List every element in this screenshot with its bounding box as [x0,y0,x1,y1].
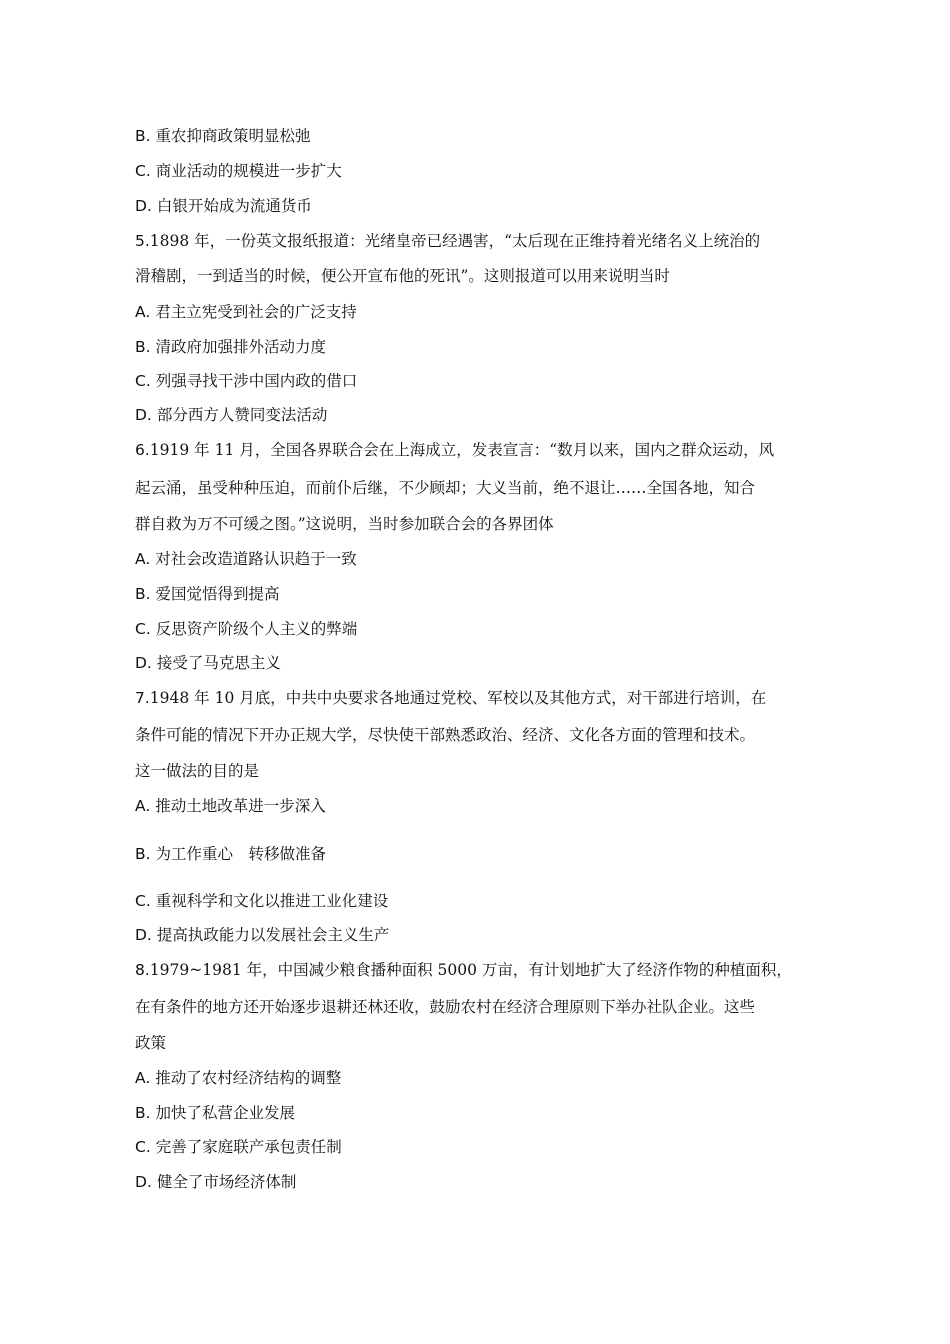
q6-option-c-text: 反思资产阶级个人主义的弊端 [155,620,358,638]
q4-option-c-text: 商业活动的规模进一步扩大 [155,162,342,180]
q7-option-a-letter: A. [135,797,151,815]
q7-stem-line-1 [135,688,815,708]
q7-option-d-letter: D. [135,926,152,944]
q8-stem-line-3: 政策 [135,1034,167,1052]
q6-option-a-letter: A. [135,550,151,568]
q8-option-c [135,1137,815,1157]
q8-option-b-text: 加快了私营企业发展 [155,1104,296,1122]
q7-option-b-letter: B. [135,845,151,863]
q5-option-d [135,405,815,425]
q5-option-b-text: 清政府加强排外活动力度 [155,338,327,356]
q8-option-a-letter: A. [135,1069,151,1087]
q6-stem-text-1: 1919 年 11 月，全国各界联合会在上海成立，发表宣言：“数月以来，国内之群众运动，风 [149,441,775,459]
q8-stem-line-2: 在有条件的地方还开始逐步退耕还林还收，鼓励农村在经济合理原则下举办社队企业。这些 [135,998,756,1016]
q5-option-d-text: 部分西方人赞同变法活动 [156,406,328,424]
q6-stem-line-3: 群自救为万不可缓之图。”这说明，当时参加联合会的各界团体 [135,515,554,533]
q8-option-d-text: 健全了市场经济体制 [156,1173,297,1191]
q4-option-b-text: 重农抑商政策明显松弛 [155,127,311,145]
q8-option-a-text: 推动了农村经济结构的调整 [155,1069,342,1087]
q7-number: 7. [135,689,150,707]
q5-stem-line-1 [135,231,815,251]
q5-option-c-letter: C. [135,372,151,390]
q8-stem-line-1 [135,960,815,980]
q8-number: 8. [135,961,150,979]
q6-number: 6. [135,441,150,459]
q6-option-d-letter: D. [135,654,152,672]
q5-option-a [135,302,815,322]
q8-stem-text-1: 1979~1981 年，中国减少粮食播种面积 5000 万亩，有计划地扩大了经济作物的种植面积， [149,961,792,979]
q6-option-c-letter: C. [135,620,151,638]
q4-option-b [135,126,815,146]
q5-number: 5. [135,232,150,250]
q8-option-d [135,1172,815,1192]
q8-option-b-letter: B. [135,1104,151,1122]
q4-option-d-text: 白银开始成为流通货币 [156,197,312,215]
q6-option-b [135,584,815,604]
q7-stem-line-3: 这一做法的目的是 [135,762,260,780]
q6-option-a [135,549,815,569]
q7-option-c [135,891,815,911]
q5-option-a-text: 君主立宪受到社会的广泛支持 [155,303,357,321]
q7-option-d-text: 提高执政能力以发展社会主义生产 [156,926,390,944]
q6-option-a-text: 对社会改造道路认识趋于一致 [155,550,357,568]
q7-option-a [135,796,815,816]
q4-option-d [135,196,815,216]
q7-option-d [135,925,815,945]
q6-option-d-text: 接受了马克思主义 [156,654,281,672]
q5-option-b-letter: B. [135,338,151,356]
q5-stem-text-1: 1898 年，一份英文报纸报道：光绪皇帝已经遇害，“太后现在正维持着光绪名义上统治的 [149,232,761,250]
q7-option-b-text: 为工作重心 转移做准备 [155,845,327,863]
q5-option-b [135,337,815,357]
q5-option-c-text: 列强寻找干涉中国内政的借口 [155,372,358,390]
q6-option-b-letter: B. [135,585,151,603]
q7-option-b [135,844,815,864]
q4-option-c [135,161,815,181]
q8-option-a [135,1068,815,1088]
q7-stem-text-1: 1948 年 10 月底，中共中央要求各地通过党校、军校以及其他方式，对干部进行培训，在 [149,689,767,707]
q6-stem-line-1 [135,440,815,460]
q6-stem-line-2: 起云涌，虽受种种压迫，而前仆后继，不少顾却；大义当前，绝不退让……全国各地，知合 [135,479,756,497]
q5-option-a-letter: A. [135,303,151,321]
q4-option-d-letter: D. [135,197,152,215]
q8-option-c-text: 完善了家庭联产承包责任制 [155,1138,342,1156]
q5-stem-line-2: 滑稽剧，一到适当的时候，便公开宣布他的死讯”。这则报道可以用来说明当时 [135,267,670,285]
q7-option-c-text: 重视科学和文化以推进工业化建设 [155,892,389,910]
q6-option-c [135,619,815,639]
q5-option-c [135,371,815,391]
q8-option-b [135,1103,815,1123]
q7-option-a-text: 推动土地改革进一步深入 [155,797,326,815]
q7-stem-line-2: 条件可能的情况下开办正规大学，尽快使干部熟悉政治、经济、文化各方面的管理和技术。 [135,726,756,744]
q6-option-b-text: 爱国觉悟得到提高 [155,585,280,603]
q5-option-d-letter: D. [135,406,152,424]
q8-option-d-letter: D. [135,1173,152,1191]
q8-option-c-letter: C. [135,1138,151,1156]
q4-option-b-letter: B. [135,127,151,145]
q6-option-d [135,653,815,673]
q7-option-c-letter: C. [135,892,151,910]
q4-option-c-letter: C. [135,162,151,180]
